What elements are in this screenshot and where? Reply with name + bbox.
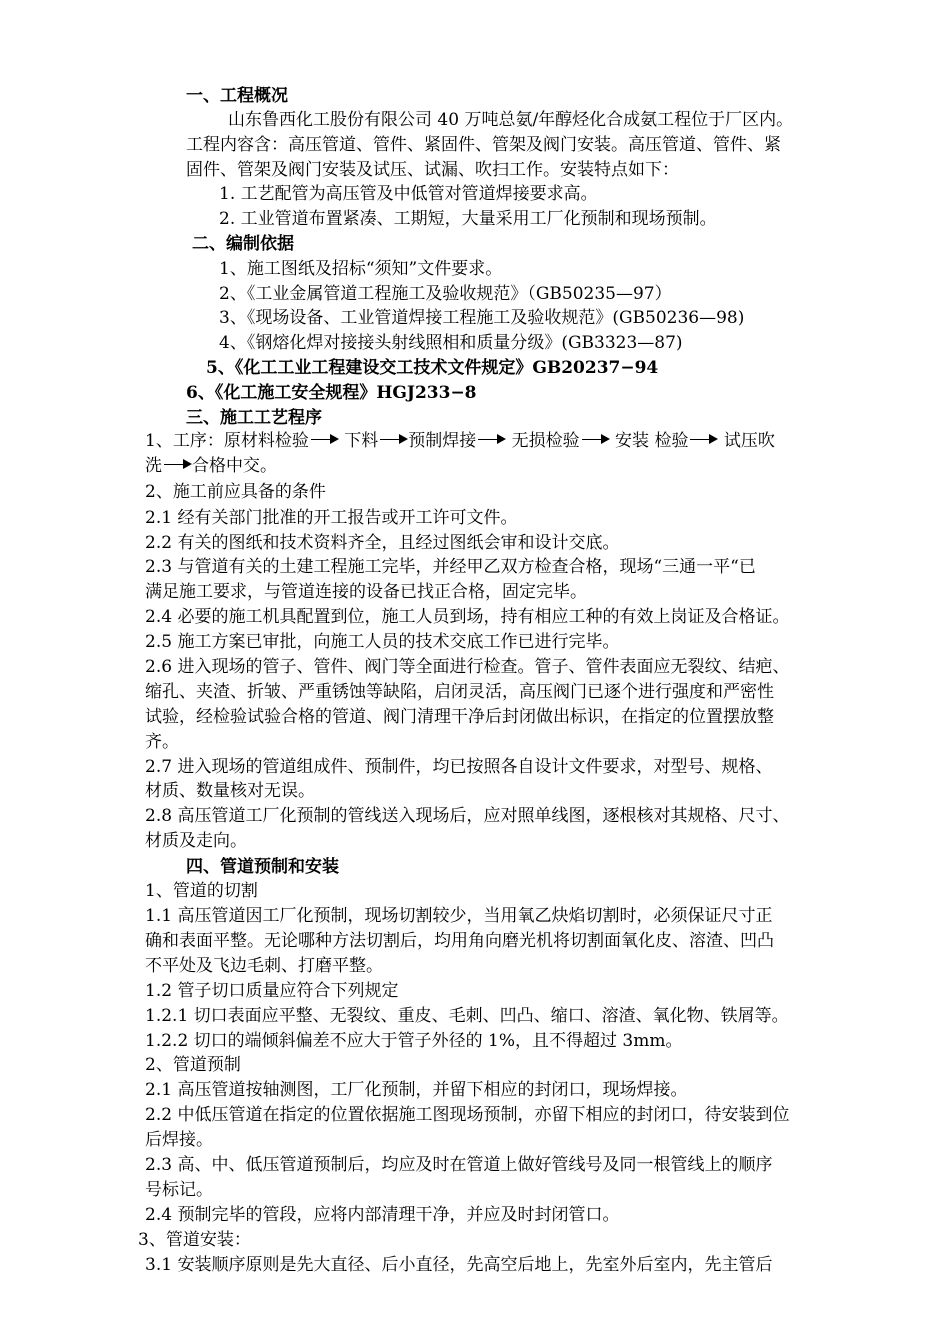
- paragraph: 2.2 有关的图纸和技术资料齐全，且经过图纸会审和设计交底。: [145, 533, 620, 553]
- section-title-overview: 一、工程概况: [186, 86, 288, 106]
- paragraph: 材质及走向。: [145, 831, 247, 851]
- paragraph: 山东鲁西化工股份有限公司 40 万吨总氨/年醇烃化合成氨工程位于厂区内。: [228, 110, 794, 130]
- flow-step: 无损检验: [511, 431, 580, 451]
- section-title-basis: 二、编制依据: [192, 234, 294, 254]
- paragraph: 2.7 进入现场的管道组成件、预制件，均已按照各自设计文件要求，对型号、规格、: [145, 757, 773, 777]
- process-flow: [145, 429, 775, 453]
- flow-step: 安装 检验: [615, 431, 689, 451]
- section-title-process: 三、施工工艺程序: [186, 408, 322, 428]
- paragraph: 确和表面平整。无论哪种方法切割后，均用角向磨光机将切割面氧化皮、溶渣、凹凸: [145, 931, 774, 951]
- flow-step: 下料: [344, 431, 379, 451]
- list-item: 6、《化工施工安全规程》HGJ233−8: [186, 383, 477, 403]
- paragraph: 2.5 施工方案已审批，向施工人员的技术交底工作已进行完毕。: [145, 632, 620, 652]
- paragraph: 齐。: [145, 732, 179, 752]
- list-item: 2、《工业金属管道工程施工及验收规范》（GB50235—97）: [219, 284, 672, 304]
- paragraph: 3.1 安装顺序原则是先大直径、后小直径，先高空后地上，先室外后室内，先主管后: [145, 1255, 773, 1275]
- paragraph: 1.2.1 切口表面应平整、无裂纹、重皮、毛刺、凹凸、缩口、溶渣、氧化物、铁屑等。: [145, 1006, 789, 1026]
- paragraph: 满足施工要求，与管道连接的设备已找正合格，固定完毕。: [145, 582, 587, 602]
- flow-step: 试压吹: [723, 431, 775, 451]
- arrow-icon: [688, 429, 718, 453]
- paragraph: 2.3 高、中、低压管道预制后，均应及时在管道上做好管线号及同一根管线上的顺序: [145, 1155, 773, 1175]
- flow-prefix: 1、工序：原材料检验: [145, 431, 309, 451]
- paragraph: 工程内容含：高压管道、管件、紧固件、管架及阀门安装。高压管道、管件、紧: [186, 135, 781, 155]
- paragraph: 材质、数量核对无误。: [145, 781, 315, 801]
- paragraph: 2.1 经有关部门批准的开工报告或开工许可文件。: [145, 508, 518, 528]
- flow-step: 合格中交。: [192, 456, 277, 476]
- paragraph: 1.1 高压管道因工厂化预制，现场切割较少，当用氧乙炔焰切割时，必须保证尺寸正: [145, 906, 773, 926]
- arrow-icon: [378, 429, 408, 453]
- subsection-title: 1、管道的切割: [145, 881, 258, 901]
- list-item: 1、施工图纸及招标“须知”文件要求。: [219, 259, 503, 279]
- paragraph: 2.6 进入现场的管子、管件、阀门等全面进行检查。管子、管件表面应无裂纹、结疤、: [145, 657, 790, 677]
- arrow-icon: [309, 429, 339, 453]
- subsection-title: 3、管道安装：: [138, 1230, 251, 1250]
- list-item: 1. 工艺配管为高压管及中低管对管道焊接要求高。: [219, 184, 598, 204]
- section-title-prefab: 四、管道预制和安装: [186, 857, 339, 877]
- paragraph: 2.4 预制完毕的管段，应将内部清理干净，并应及时封闭管口。: [145, 1205, 620, 1225]
- paragraph: 缩孔、夹渣、折皱、严重锈蚀等缺陷，启闭灵活，高压阀门已逐个进行强度和严密性: [145, 682, 774, 702]
- paragraph: 2.1 高压管道按轴测图，工厂化预制，并留下相应的封闭口，现场焊接。: [145, 1080, 688, 1100]
- paragraph: 1.2.2 切口的端倾斜偏差不应大于管子外径的 1%，且不得超过 3mm。: [145, 1031, 683, 1051]
- arrow-icon: [476, 429, 506, 453]
- paragraph: 2.2 中低压管道在指定的位置依据施工图现场预制，亦留下相应的封闭口，待安装到位: [145, 1105, 790, 1125]
- flow-step: 预制焊接: [408, 431, 477, 451]
- subsection-title: 2、施工前应具备的条件: [145, 482, 326, 502]
- subsection-title: 2、管道预制: [145, 1055, 241, 1075]
- arrow-icon: [162, 454, 192, 478]
- paragraph: 不平处及飞边毛刺、打磨平整。: [145, 956, 383, 976]
- list-item: 5、《化工工业工程建设交工技术文件规定》GB20237−94: [206, 358, 659, 378]
- paragraph: 号标记。: [145, 1180, 213, 1200]
- paragraph: 2.4 必要的施工机具配置到位，施工人员到场，持有相应工种的有效上岗证及合格证。: [145, 607, 790, 627]
- paragraph: 后焊接。: [145, 1130, 213, 1150]
- paragraph: 1.2 管子切口质量应符合下列规定: [145, 981, 399, 1001]
- paragraph: 试验，经检验试验合格的管道、阀门清理干净后封闭做出标识，在指定的位置摆放整: [145, 707, 774, 727]
- paragraph: 2.8 高压管道工厂化预制的管线送入现场后，应对照单线图，逐根核对其规格、尺寸、: [145, 806, 790, 826]
- arrow-icon: [580, 429, 610, 453]
- list-item: 3、《现场设备、工业管道焊接工程施工及验收规范》(GB50236—98): [219, 308, 745, 328]
- flow-step: 洗: [145, 456, 162, 476]
- paragraph: 固件、管架及阀门安装及试压、试漏、吹扫工作。安装特点如下：: [186, 160, 679, 180]
- paragraph: 2.3 与管道有关的土建工程施工完毕，并经甲乙双方检查合格，现场“三通一平“已: [145, 557, 756, 577]
- process-flow-line2: [145, 454, 277, 478]
- list-item: 2. 工业管道布置紧凑、工期短，大量采用工厂化预制和现场预制。: [219, 209, 717, 229]
- list-item: 4、《钢熔化焊对接接头射线照相和质量分级》(GB3323—87): [219, 333, 683, 353]
